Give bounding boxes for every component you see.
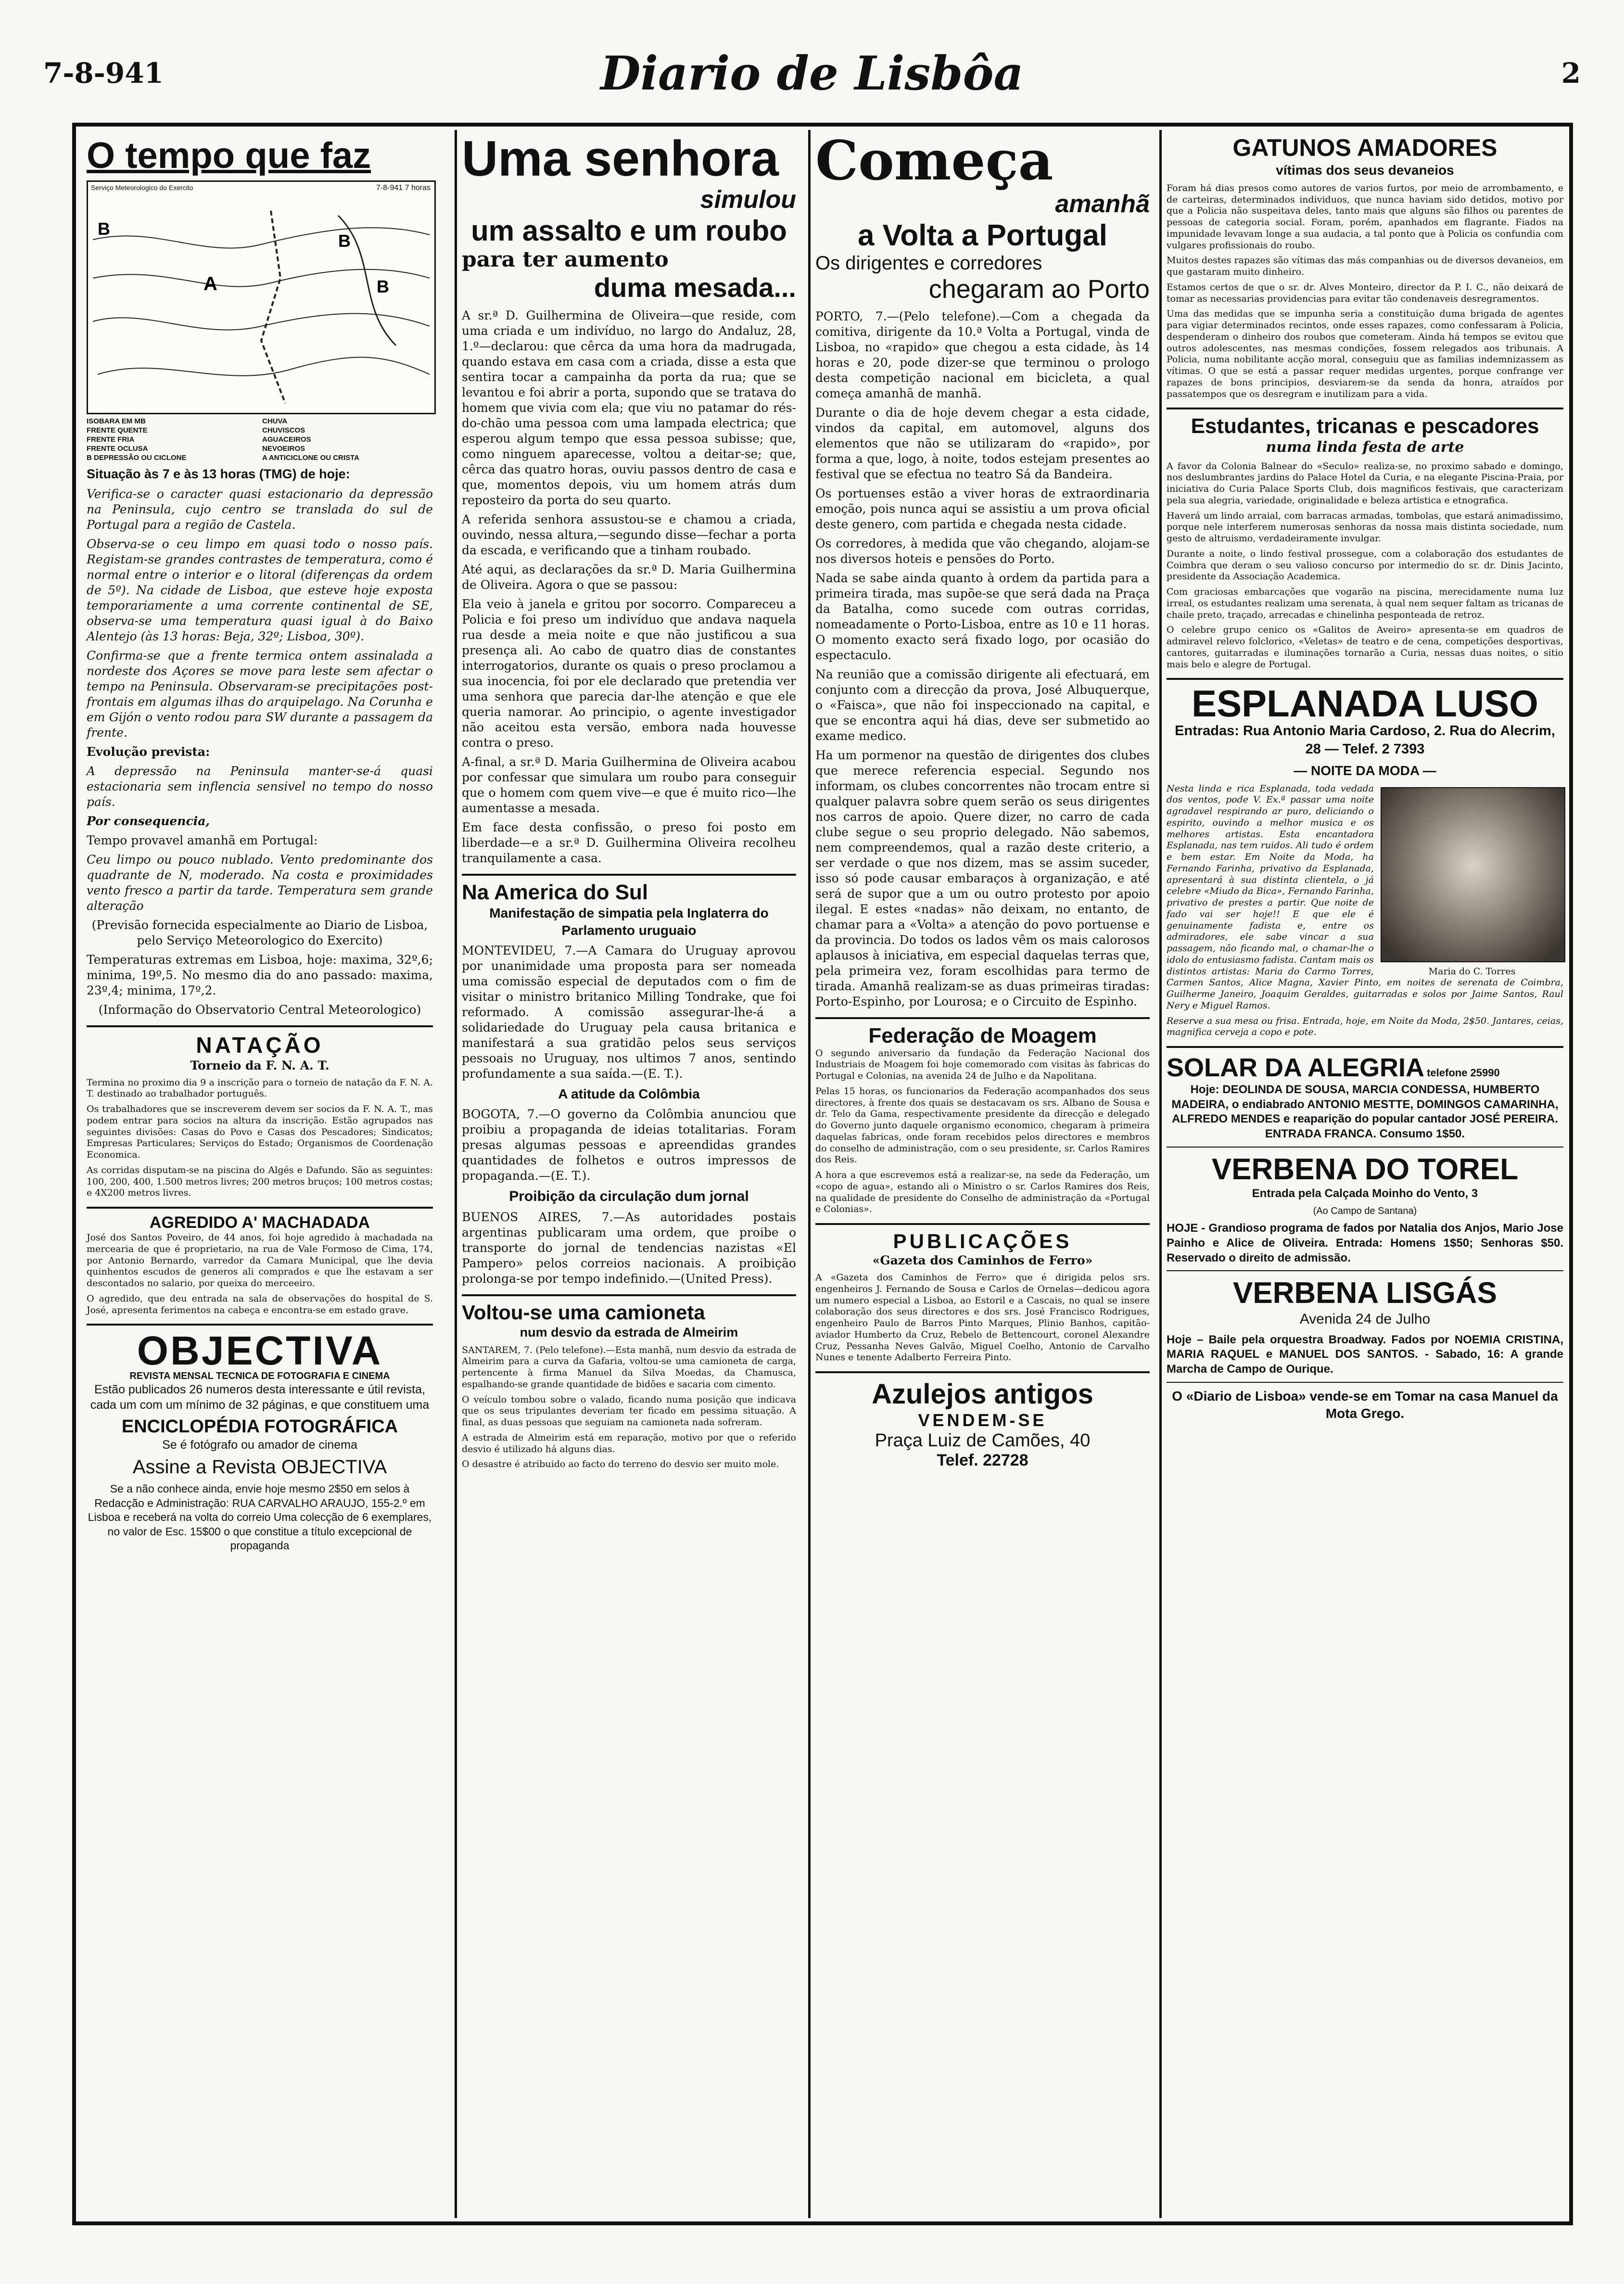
camioneta-paragraph: SANTAREM, 7. (Pelo telefone).—Esta manhã, num desvio da estrada de Almeirim para a curva da Gafaria, voltou-se uma camioneta de carga, pertencente à firma Manuel da Silva Moedas, da Chamusca, espalhando-se grande quantidade de bidões e sacaria com cimento. bbox=[462, 1344, 796, 1390]
esplanada-subheading: — NOITE DA MODA — bbox=[1294, 763, 1436, 778]
divider bbox=[87, 1025, 433, 1027]
senhora-headline-3: um assalto e um roubo bbox=[471, 215, 787, 247]
esplanada-ad bbox=[1167, 682, 1563, 1038]
situation-title: Situação às 7 e às 13 horas (TMG) de hoje: bbox=[87, 467, 350, 481]
divider bbox=[1167, 1147, 1563, 1148]
camioneta-subheading: num desvio da estrada de Almeirim bbox=[520, 1325, 738, 1340]
natacao-paragraph: Os trabalhadores que se inscreverem devem ser socios da F. N. A. T., mas podem entrar para socios na altura da inscrição. Estão agrupados nas seguintes divisões: Casas do Povo e Casas dos Pescadores; Sindicatos; Empresas Particulares; Serviços do Estado; Organismos de Coordenação Economica. bbox=[87, 1104, 433, 1161]
svg-text:B: B bbox=[377, 277, 389, 296]
estudantes-paragraph: A favor da Colonia Balnear do «Seculo» realiza-se, no proximo sabado e domingo, nos deslumbrantes jardins do Palace Hotel da Curia, e na elegante Piscina-Praia, por iniciativa do Curia Palace Sports Club, dois magnificos festivais, que caracterizam pela sua alegria, variedade, originalidade e beleza artistica e etnografica. bbox=[1167, 460, 1563, 506]
natacao-paragraph: Termina no proximo dia 9 a inscrição para o torneio de natação da F. N. A. T. destinado ao trabalhador português. bbox=[87, 1077, 433, 1099]
portrait-photo bbox=[1381, 787, 1565, 962]
azulejos-subtitle: VENDEM-SE bbox=[918, 1410, 1047, 1430]
agredido-paragraph: O agredido, que deu entrada na sala de observações do hospital de S. José, apresenta ferimentos na cabeça e encontra-se em estado grave. bbox=[87, 1293, 433, 1315]
divider bbox=[815, 1223, 1150, 1225]
torel-text: HOJE - Grandioso programa de fados por Natalia dos Anjos, Mario Jose Painho e Alice de Oliveira. Entrada: Homens 1$50; Senhoras $50. Reservado o direito de admissão. bbox=[1167, 1222, 1563, 1264]
masthead bbox=[43, 38, 1581, 111]
forecast-credit: (Previsão fornecida especialmente ao Diario de Lisboa, pelo Serviço Meteorologico do Exercito) bbox=[91, 918, 428, 947]
moagem-heading: Federação de Moagem bbox=[868, 1023, 1097, 1047]
estudantes-subheading: numa linda festa de arte bbox=[1266, 439, 1464, 456]
azulejos-phone: Telef. 22728 bbox=[937, 1451, 1028, 1470]
azulejos-title: Azulejos antigos bbox=[872, 1378, 1093, 1410]
america-heading: Na America do Sul bbox=[462, 880, 648, 905]
divider bbox=[815, 1371, 1150, 1373]
esplanada-paragraph: Reserve a sua mesa ou frisa. Entrada, hoje, em Noite da Moda, 2$50. Jantares, ceias, magnifica cerveja a copo e pote. bbox=[1167, 1015, 1563, 1038]
objectiva-encyclopedia: ENCICLOPÉDIA FOTOGRÁFICA bbox=[121, 1416, 398, 1437]
solar-ad bbox=[1167, 1053, 1563, 1142]
esplanada-entradas: Entradas: Rua Antonio Maria Cardoso, 2. Rua do Alecrim, 28 — Telef. 2 7393 bbox=[1175, 723, 1555, 757]
natacao-subheading: Torneio da F. N. A. T. bbox=[190, 1058, 330, 1072]
forecast-title: Tempo provavel amanhã em Portugal: bbox=[87, 833, 318, 847]
divider bbox=[815, 1017, 1150, 1019]
legend-item: NEVOEIROS bbox=[262, 445, 305, 453]
volta-headline: Começa bbox=[815, 130, 1053, 192]
gatunos-paragraph: Estamos certos de que o sr. dr. Alves Monteiro, director da P. I. C., não deixará de tomar as necessarias providencias para evitar tão condenaveis desregramentos. bbox=[1167, 281, 1563, 304]
moagem-paragraph: Pelas 15 horas, os funcionarios da Federação acompanhados dos seus directores, à frente dos quais se destacavam os srs. Albano de Sousa e dr. Telo da Gama, respectivamente presidente da direcção e delegado do Governo junto daquele organismo economico, chegaram à primeira daquelas fabricas, onde foram recebidos pelos directores e membros do conselho de administração, com o seu presidente, sr. Carlos Ramires dos Reis. bbox=[815, 1085, 1150, 1165]
objectiva-title: OBJECTIVA bbox=[137, 1328, 383, 1374]
legend-item: AGUACEIROS bbox=[262, 435, 311, 444]
column-1 bbox=[82, 130, 438, 2218]
svg-text:B: B bbox=[338, 231, 351, 251]
legend-item: FRENTE FRIA bbox=[87, 435, 135, 444]
senhora-paragraph: Até aqui, as declarações da sr.ª D. Maria Guilhermina de Oliveira. Agora o que se passou: bbox=[462, 562, 796, 592]
estudantes-paragraph: Haverá um lindo arraial, com barracas armadas, tombolas, que estará animadissimo, porque nele interferem numerosas senhoras da nossa mais distinta sociedade, num gesto de altruismo, verdadeiramente invulgar. bbox=[1167, 510, 1563, 544]
objectiva-text: Se a não conhece ainda, envie hoje mesmo 2$50 em selos à Redacção e Administração: RUA CARVALHO ARAUJO, 155-2.º em Lisboa e receberá na volta do correio Uma colecção de 6 exemplares, no valor de Esc. 15$00 o que constitue a título excepcional de propaganda bbox=[88, 1482, 432, 1552]
moagem-paragraph: A hora a que escrevemos está a realizar-se, na sede da Federação, um «copo de agua», estando ali o Ministro o sr. Carlos Ramires dos Reis, na qualidade de presidente do Conselho de administração da «Portugal e Colonias». bbox=[815, 1170, 1150, 1215]
jornal-subheading: Proibição da circulação dum jornal bbox=[509, 1188, 749, 1204]
publicacoes-subheading: «Gazeta dos Caminhos de Ferro» bbox=[872, 1253, 1093, 1268]
senhora-headline: Uma senhora bbox=[462, 131, 779, 187]
estudantes-paragraph: O celebre grupo cenico os «Galitos de Aveiro» apresenta-se em quadros de admiravel relevo folclorico, «Veletas» de teatro e de cena, competições desportivas, cantores, guitarradas e iluminações tornarão a Curia, nessas duas noites, o sitio mais belo e alegre de Portugal. bbox=[1167, 625, 1563, 670]
colombia-subheading: A atitude da Colômbia bbox=[558, 1086, 700, 1101]
weather-map bbox=[87, 180, 436, 414]
map-date: 7-8-941 7 horas bbox=[376, 184, 431, 192]
azulejos-ad bbox=[815, 1378, 1150, 1470]
legend-item: ISOBARA EM MB bbox=[87, 417, 146, 425]
torel-text: (Ao Campo de Santana) bbox=[1313, 1205, 1417, 1216]
torel-ad bbox=[1167, 1152, 1563, 1265]
moagem-paragraph: O segundo aniversario da fundação da Federação Nacional dos Industriais de Moagem foi hoje comemorado com visitas às fabricas do Portugal e Colonias, na avenida 24 de Julho e da Napolitana. bbox=[815, 1047, 1150, 1082]
america-paragraph: BUENOS AIRES, 7.—As autoridades postais argentinas publicaram uma ordem, que proibe o transporte do jornal de tendencias nazistas «El Pampero» pelos correios nacionais. A proibição prolonga-se por tempo indefinido.—(United Press). bbox=[462, 1210, 796, 1286]
senhora-paragraph: Ela veio à janela e gritou por socorro. Compareceu a Policia e foi preso um indivíduo que andava naquela rua desde a meia noite e que não justificou a sua presença ali. Ao cabo de quatro dias de constantes interrogatorios, durante os quais o preso proclamou a sua inocencia, foi por ele declarado que pretendia ver uma senhora que parecia dar-lhe atenção e que ele queria namorar. Ao principio, o agente investigador não aceitou esta versão, embora nada houvesse contra o preso. bbox=[462, 597, 796, 750]
america-paragraph: BOGOTA, 7.—O governo da Colômbia anunciou que proibiu a propaganda de ideias totalitarias. Foram presas algumas pessoas e apreendidas grandes quantidades de folhetos e outros impressos de propaganda.—(E. T.). bbox=[462, 1107, 796, 1183]
solar-title: SOLAR DA ALEGRIA bbox=[1167, 1053, 1424, 1083]
torel-title: VERBENA DO TOREL bbox=[1211, 1152, 1519, 1186]
svg-text:B: B bbox=[98, 219, 110, 239]
gatunos-paragraph: Muitos destes rapazes são vítimas das más companhias ou de diversos devaneios, em que gastaram muito dinheiro. bbox=[1167, 255, 1563, 278]
legend-item: FRENTE OCLUSA bbox=[87, 445, 148, 453]
gatunos-paragraph: Uma das medidas que se impunha seria a constituição duma brigada de agentes para vigiar determinados recintos, onde esses rapazes, como confessaram à Policia, despenderam o dinheiro dos roubos que cometeram. Ainda há tempos se evitou que outros adolescentes, nas mesmas condições, fossem relegados aos tribunais. A Policia, numa nobilitante acção moral, conseguiu que as familias indemnizassem as vítimas. O que se está a passar requer medidas urgentes, porque confrange ver rapazes de bons principios, desviarem-se da senda da honra, atraídos por passatempos que os desregram e inutilizam para a vida. bbox=[1167, 308, 1563, 399]
solar-phone: telefone 25990 bbox=[1427, 1067, 1500, 1079]
page-number: 2 bbox=[1561, 57, 1581, 89]
publicacoes-heading: PUBLICAÇÕES bbox=[893, 1230, 1072, 1253]
senhora-headline-4: para ter aumento bbox=[462, 247, 669, 272]
esplanada-title: ESPLANADA LUSO bbox=[1192, 682, 1538, 725]
temperatures: Temperaturas extremas em Lisboa, hoje: maxima, 32º,6; minima, 19º,5. No mesmo dia do ano passado: maxima, 23º,4; minima, 17º,2. bbox=[87, 952, 433, 997]
objectiva-subtitle: REVISTA MENSAL TECNICA DE FOTOGRAFIA E CINEMA bbox=[129, 1371, 390, 1382]
volta-headline-3: a Volta a Portugal bbox=[857, 218, 1108, 252]
publicacoes-paragraph: A «Gazeta dos Caminhos de Ferro» que é dirigida pelos srs. engenheiros J. Fernando de Sousa e Carlos de Ornelas—dedicou agora um numero especial a Lisboa, ao Estoril e a Cascais, no qual se insere colaboração dos seus directores e dos srs. José Francisco Rodrigues, engenheiro Paulo de Barros Pinto Marques, Plinio Banhos, capitão-aviador Humberto da Cruz, Rebelo de Bettencourt, coronel Alexandre Cruz, Pessanha Neves Galvão, Miguel Coelho, Antonio de Carvalho Nunes e tenente Adalberto Ferreira Pinto. bbox=[815, 1272, 1150, 1363]
estudantes-heading: Estudantes, tricanas e pescadores bbox=[1191, 414, 1539, 438]
senhora-headline-2: simulou bbox=[700, 186, 796, 214]
map-legend bbox=[87, 417, 433, 462]
weather-paragraph: Verifica-se o caracter quasi estacionario da depressão na Peninsula, cujo centro se translada do sul de Portugal para a região de Castela. bbox=[87, 486, 433, 532]
legend-item: FRENTE QUENTE bbox=[87, 426, 148, 434]
america-paragraph: MONTEVIDEU, 7.—A Camara do Uruguay aprovou por unanimidade uma proposta para ser nomeada uma comissão especial de deputados com o fim de visitar o ministro britanico Milling Tondrake, que foi reformado. A comissão assegurar-lhe-á a solidariedade do Uruguay pela causa britanica e manifestará a sua gratidão pelos seus serviços pessoais no Uruguay, nos ultimos 7 anos, sentindo profundamente a sua saída.—(E. T.). bbox=[462, 943, 796, 1081]
divider bbox=[1167, 1382, 1563, 1383]
lisgas-ad bbox=[1167, 1276, 1563, 1377]
lisgas-title: VERBENA LISGÁS bbox=[1233, 1276, 1497, 1310]
volta-paragraph: Na reunião que a comissão dirigente ali efectuará, em conjunto com a direcção da prova, José Albuquerque, o «Faisca», que não foi inspeccionado na capital, e que se encontra aqui há dias, deve ser submetido ao exame medico. bbox=[815, 667, 1150, 743]
divider bbox=[1167, 1270, 1563, 1271]
divider bbox=[87, 1324, 433, 1326]
photo-caption: Maria do C. Torres bbox=[1428, 966, 1516, 977]
camioneta-paragraph: O desastre é atribuido ao facto do terreno do desvio ser muito mole. bbox=[462, 1459, 779, 1470]
svg-text:A: A bbox=[203, 273, 217, 294]
venda-notice: O «Diario de Lisboa» vende-se em Tomar na casa Manuel da Mota Grego. bbox=[1172, 1388, 1558, 1421]
gatunos-paragraph: Foram há dias presos como autores de varios furtos, por meio de arrombamento, e de carteiras, determinados individuos, que nunca haviam sido detidos, motivo por que a Policia não suspeitava deles, tanto mais que alguns são filhos ou parentes de pessoas de categoria social. Foram, porém, apanhados em flagrante. Fiados na impunidade levavam longe a sua audacia, a tal ponto que à Policia os confundia com vulgares profissionais do roubo. bbox=[1167, 182, 1563, 251]
senhora-paragraph: A-final, a sr.ª D. Maria Guilhermina de Oliveira acabou por confessar que simulara um roubo para conseguir que o homem com quem vive—e que é muito rico—lhe aumentasse a mesada. bbox=[462, 755, 796, 816]
volta-paragraph: Ha um pormenor na questão de dirigentes dos clubes que merece referencia especial. Segundo nos informam, os clubes concorrentes não trocam entre si qualquer palavra sobre quem serão os seus dirigentes nos carros de apoio. Quere dizer, no carro de cada clube segue o seu proprio delegado. Não sabemos, nem compreendemos, qual a razão deste criterio, a ser verdade o que nos dizem, mas se assim suceder, isso só pode causar embaraços à organização, e até será de supor que a um ou outro protesto por apoio ilegal. E estes «nadas» não deixam, no entanto, de chamar para a «Volta» a atenção do povo portuense e da provincia. Do todos os lados vêm os mais calorosos aplausos à iniciativa, em especial daquelas terras que, pela primeira vez, foram escolhidas para termo de tirada. Amanhã realizam-se as duas primeiras tiradas: Porto-Espinho, por Lourosa; e o Circuito de Espinho. bbox=[815, 748, 1150, 1008]
natacao-heading: NATAÇÃO bbox=[196, 1032, 324, 1058]
lisgas-text: Hoje – Baile pela orquestra Broadway. Fados por NOEMIA CRISTINA, MARIA RAQUEL e MANUEL DOS SANTOS. - Sabado, 16: A grande Marcha de Campo de Ourique. bbox=[1167, 1333, 1563, 1376]
volta-headline-2: amanhã bbox=[1055, 190, 1150, 218]
azulejos-address: Praça Luiz de Camões, 40 bbox=[875, 1430, 1091, 1451]
torel-text: Entrada pela Calçada Moinho do Vento, 3 bbox=[1252, 1187, 1478, 1200]
volta-paragraph: Os portuenses estão a viver horas de extraordinaria emoção, pois nunca aqui se assistiu a um prova oficial deste genero, com partida e chegada nesta cidade. bbox=[815, 486, 1150, 531]
divider bbox=[87, 1207, 433, 1209]
isobar-chart bbox=[88, 182, 434, 413]
esplanada-paragraph: Nesta linda e rica Esplanada, toda vedada dos ventos, pode V. Ex.ª passar uma noite agradavel respirando ar puro, deliciando o espirito, ouvindo a melhor musica e os melhores artistas. Esta encantadora Esplanada, nas tem ruidos. Ali tudo é ordem e bem estar. Em Noite da Moda, ha Fernando Farinha, privativo da Esplanada, apresentará à sua distinta clientela, o já celebre «Miudo da Bica», Fernando Farinha, privativo de prestes a partir. Que noite de fado vai ser hoje!! E que ele é genuinamente fadista e, entre os admiradores, ele sabe vincar a sua passagem, não ficando mal, o chamar-lhe o idolo do entusiasmo fadista. Cantam mais os distintos artistas: Maria do Carmo Torres, Carmen Santos, Alice Magna, Xavier Pinto, em noites de serenata de Coimbra, Guilherme Janeiro, Joaquim Geraldes, guitarradas e solos por Jaime Santos, Raul Nery e Miguel Ramos. bbox=[1167, 783, 1563, 1011]
legend-item: A ANTICICLONE OU CRISTA bbox=[262, 454, 359, 462]
divider bbox=[1167, 678, 1563, 680]
natacao-paragraph: As corridas disputam-se na piscina do Algés e Dafundo. São as seguintes: 100, 200, 400, 1.500 metros livres; 200 metros bruços; 100 metros costas; e 4X200 metros livres. bbox=[87, 1164, 433, 1199]
weather-paragraph: Observa-se o ceu limpo em quasi todo o nosso país. Registam-se grandes contrastes de temperatura, como é normal entre o interior e o litoral (diferenças da ordem de 5º). Na cidade de Lisboa, que esteve hoje exposta temporariamente a uma corrente continental de SE, observa-se uma temperatura quasi igual à do Baixo Alentejo (às 13 horas: Beja, 32º; Lisboa, 30º). bbox=[87, 536, 433, 643]
temperatures-credit: (Informação do Observatorio Central Meteorologico) bbox=[98, 1002, 421, 1017]
objectiva-subscribe: Assine a Revista OBJECTIVA bbox=[132, 1456, 387, 1478]
divider bbox=[1167, 408, 1563, 409]
weather-paragraph: Confirma-se que a frente termica ontem assinalada a nordeste dos Açores se move para leste sem afectar o tempo na Peninsula. Observaram-se precipitações post-frontais em algumas ilhas do arquipelago. Na Corunha e em Gijón o vento rodou para SW durante a passagem da frente. bbox=[87, 648, 433, 740]
objectiva-ad bbox=[87, 1330, 433, 1553]
estudantes-paragraph: Com graciosas embarcações que vogarão na piscina, merecidamente numa luz irreal, os estudantes realizam uma serenata, à qual nem sequer faltam as tricanas de chaile preto, traçado, arrecadas e chinelinha pesponteada de retroz. bbox=[1167, 587, 1563, 620]
camioneta-paragraph: A estrada de Almeirim está em reparação, motivo por que o referido desvio é utilizado há alguns dias. bbox=[462, 1432, 796, 1455]
divider bbox=[462, 874, 796, 876]
senhora-paragraph: A referida senhora assustou-se e chamou a criada, ouvindo, nessa altura,—segundo disse—fechar a porta da escada, e verificando que a tinham roubado. bbox=[462, 512, 796, 558]
volta-headline-4: Os dirigentes e corredores bbox=[815, 252, 1042, 274]
issue-date: 7-8-941 bbox=[43, 57, 164, 89]
photo-block bbox=[1381, 783, 1563, 978]
map-caption: Serviço Meteorologico do Exercito bbox=[91, 184, 193, 191]
senhora-paragraph: Em face desta confissão, o preso foi posto em liberdade—e a sr.ª D. Guilhermina Oliveira recolheu tranquilamente a casa. bbox=[462, 820, 796, 866]
weather-paragraph: Ceu limpo ou pouco nublado. Vento predominante dos quadrante de N, moderado. Na costa e proximidades vento fresco a partir da tarde. Temperatura sem grande alteração bbox=[87, 852, 433, 913]
volta-paragraph: Os corredores, à medida que vão chegando, alojam-se nos diversos hoteis e pensões do Porto. bbox=[815, 536, 1150, 566]
legend-item: B DEPRESSÃO OU CICLONE bbox=[87, 454, 187, 462]
divider bbox=[462, 1294, 796, 1296]
legend-item: CHUVA bbox=[262, 417, 288, 425]
consequence-title: Por consequencia, bbox=[87, 814, 210, 828]
gatunos-heading: GATUNOS AMADORES bbox=[1232, 134, 1497, 161]
camioneta-heading: Voltou-se uma camioneta bbox=[462, 1301, 705, 1324]
weather-heading: O tempo que faz bbox=[87, 135, 371, 176]
volta-paragraph: Durante o dia de hoje devem chegar a esta cidade, vindos da capital, em automovel, alguns dos elementos que não se utilizaram do «rapido», por forma a que, logo, à noite, todos estejam presentes ao festival que se efectua no teatro Sá da Bandeira. bbox=[815, 405, 1150, 481]
volta-headline-5: chegaram ao Porto bbox=[928, 274, 1150, 304]
estudantes-paragraph: Durante a noite, o lindo festival prossegue, com a colaboração dos estudantes de Coimbra que deram o seu valioso concurso por intermedio do sr. dr. Dinis Jacinto, presidente da Associação Academica. bbox=[1167, 548, 1563, 582]
camioneta-paragraph: O veículo tombou sobre o valado, ficando numa posição que indicava que os seus tripulantes deveriam ter ficado em pessima situação. A final, as duas pessoas que seguiam na camioneta nada sofreram. bbox=[462, 1394, 796, 1428]
volta-paragraph: PORTO, 7.—(Pelo telefone).—Com a chegada da comitiva, dirigente da 10.ª Volta a Portugal, vinda de Lisboa, no «rapido» que chegou a esta cidade, às 14 horas e 20, pode dizer-se que terminou o prologo desta competição nacional em bicicleta, a qual começa amanhã de manhã. bbox=[815, 309, 1150, 400]
senhora-headline-5: duma mesada... bbox=[594, 272, 796, 303]
senhora-paragraph: A sr.ª D. Guilhermina de Oliveira—que reside, com uma criada e um indivíduo, no largo do Andaluz, 28, 1.º—declarou: que cêrca da uma hora da madrugada, quando estava em casa com a criada, disse a esta que sentira tocar a campainha da porta da rua; que se levantou e foi abrir a porta, supondo que se tratava do homem que vivia com ela; que viu no patamar do rés-do-chão uma pessoa com uma lampada electrica; que esperou algum tempo que essa pessoa subisse; que, como ninguem aparecesse, voltou a deitar-se; que, cêrca das quatro horas, ouviu passos dentro de casa e que, momentos depois, viu um homem atrás dum reposteiro da porta do seu quarto. bbox=[462, 308, 796, 508]
legend-item: CHUVISCOS bbox=[262, 426, 305, 434]
volta-paragraph: Nada se sabe ainda quanto à ordem da partida para a primeira tirada, mas supõe-se que será dada na Praça da Batalha, como sucede com outras corridas, nomeadamente o Porto-Lisboa, entre as 10 e 11 horas. O momento exacto será fixado logo, por ocasião do espectaculo. bbox=[815, 571, 1150, 662]
agredido-heading: AGREDIDO A' MACHADADA bbox=[149, 1213, 370, 1232]
column-4 bbox=[1159, 130, 1568, 2218]
newspaper-title: Diario de Lisbôa bbox=[600, 46, 1024, 101]
evolution-title: Evolução prevista: bbox=[87, 744, 210, 759]
lisgas-address: Avenida 24 de Julho bbox=[1299, 1311, 1431, 1327]
solar-text: Hoje: DEOLINDA DE SOUSA, MARCIA CONDESSA, HUMBERTO MADEIRA, o endiabrado ANTONIO MESTTE, DOMINGOS CAMARINHA, ALFREDO MENDES e reaparição do popular cantador JOSÉ PEREIRA. ENTRADA FRANCA. Consumo 1$50. bbox=[1171, 1083, 1559, 1141]
objectiva-text: Estão publicados 26 numeros desta interessante e útil revista, cada um com um mínimo de 32 páginas, e que constituem uma bbox=[90, 1383, 430, 1412]
gatunos-subheading: vítimas dos seus devaneios bbox=[1276, 163, 1454, 178]
objectiva-text: Se é fotógrafo ou amador de cinema bbox=[162, 1438, 357, 1452]
weather-paragraph: A depressão na Peninsula manter-se-á quasi estacionaria sem inflencia sensivel no tempo do nosso país. bbox=[87, 764, 433, 809]
column-3 bbox=[808, 130, 1155, 2218]
agredido-paragraph: José dos Santos Poveiro, de 44 anos, foi hoje agredido à machadada na mercearia de que é proprietario, na rua de Vale Formoso de Cima, 174, por Antonio Bernardo, varredor da Camara Municipal, que lhe devia quinhentos escudos de generos ali comprados e que lhe estavam a ser descontados no salario, por queixa do merceeiro. bbox=[87, 1232, 433, 1289]
america-subheading: Manifestação de simpatia pela Inglaterra do Parlamento uruguaio bbox=[489, 906, 769, 938]
column-2 bbox=[455, 130, 801, 2218]
divider bbox=[1167, 1046, 1563, 1048]
